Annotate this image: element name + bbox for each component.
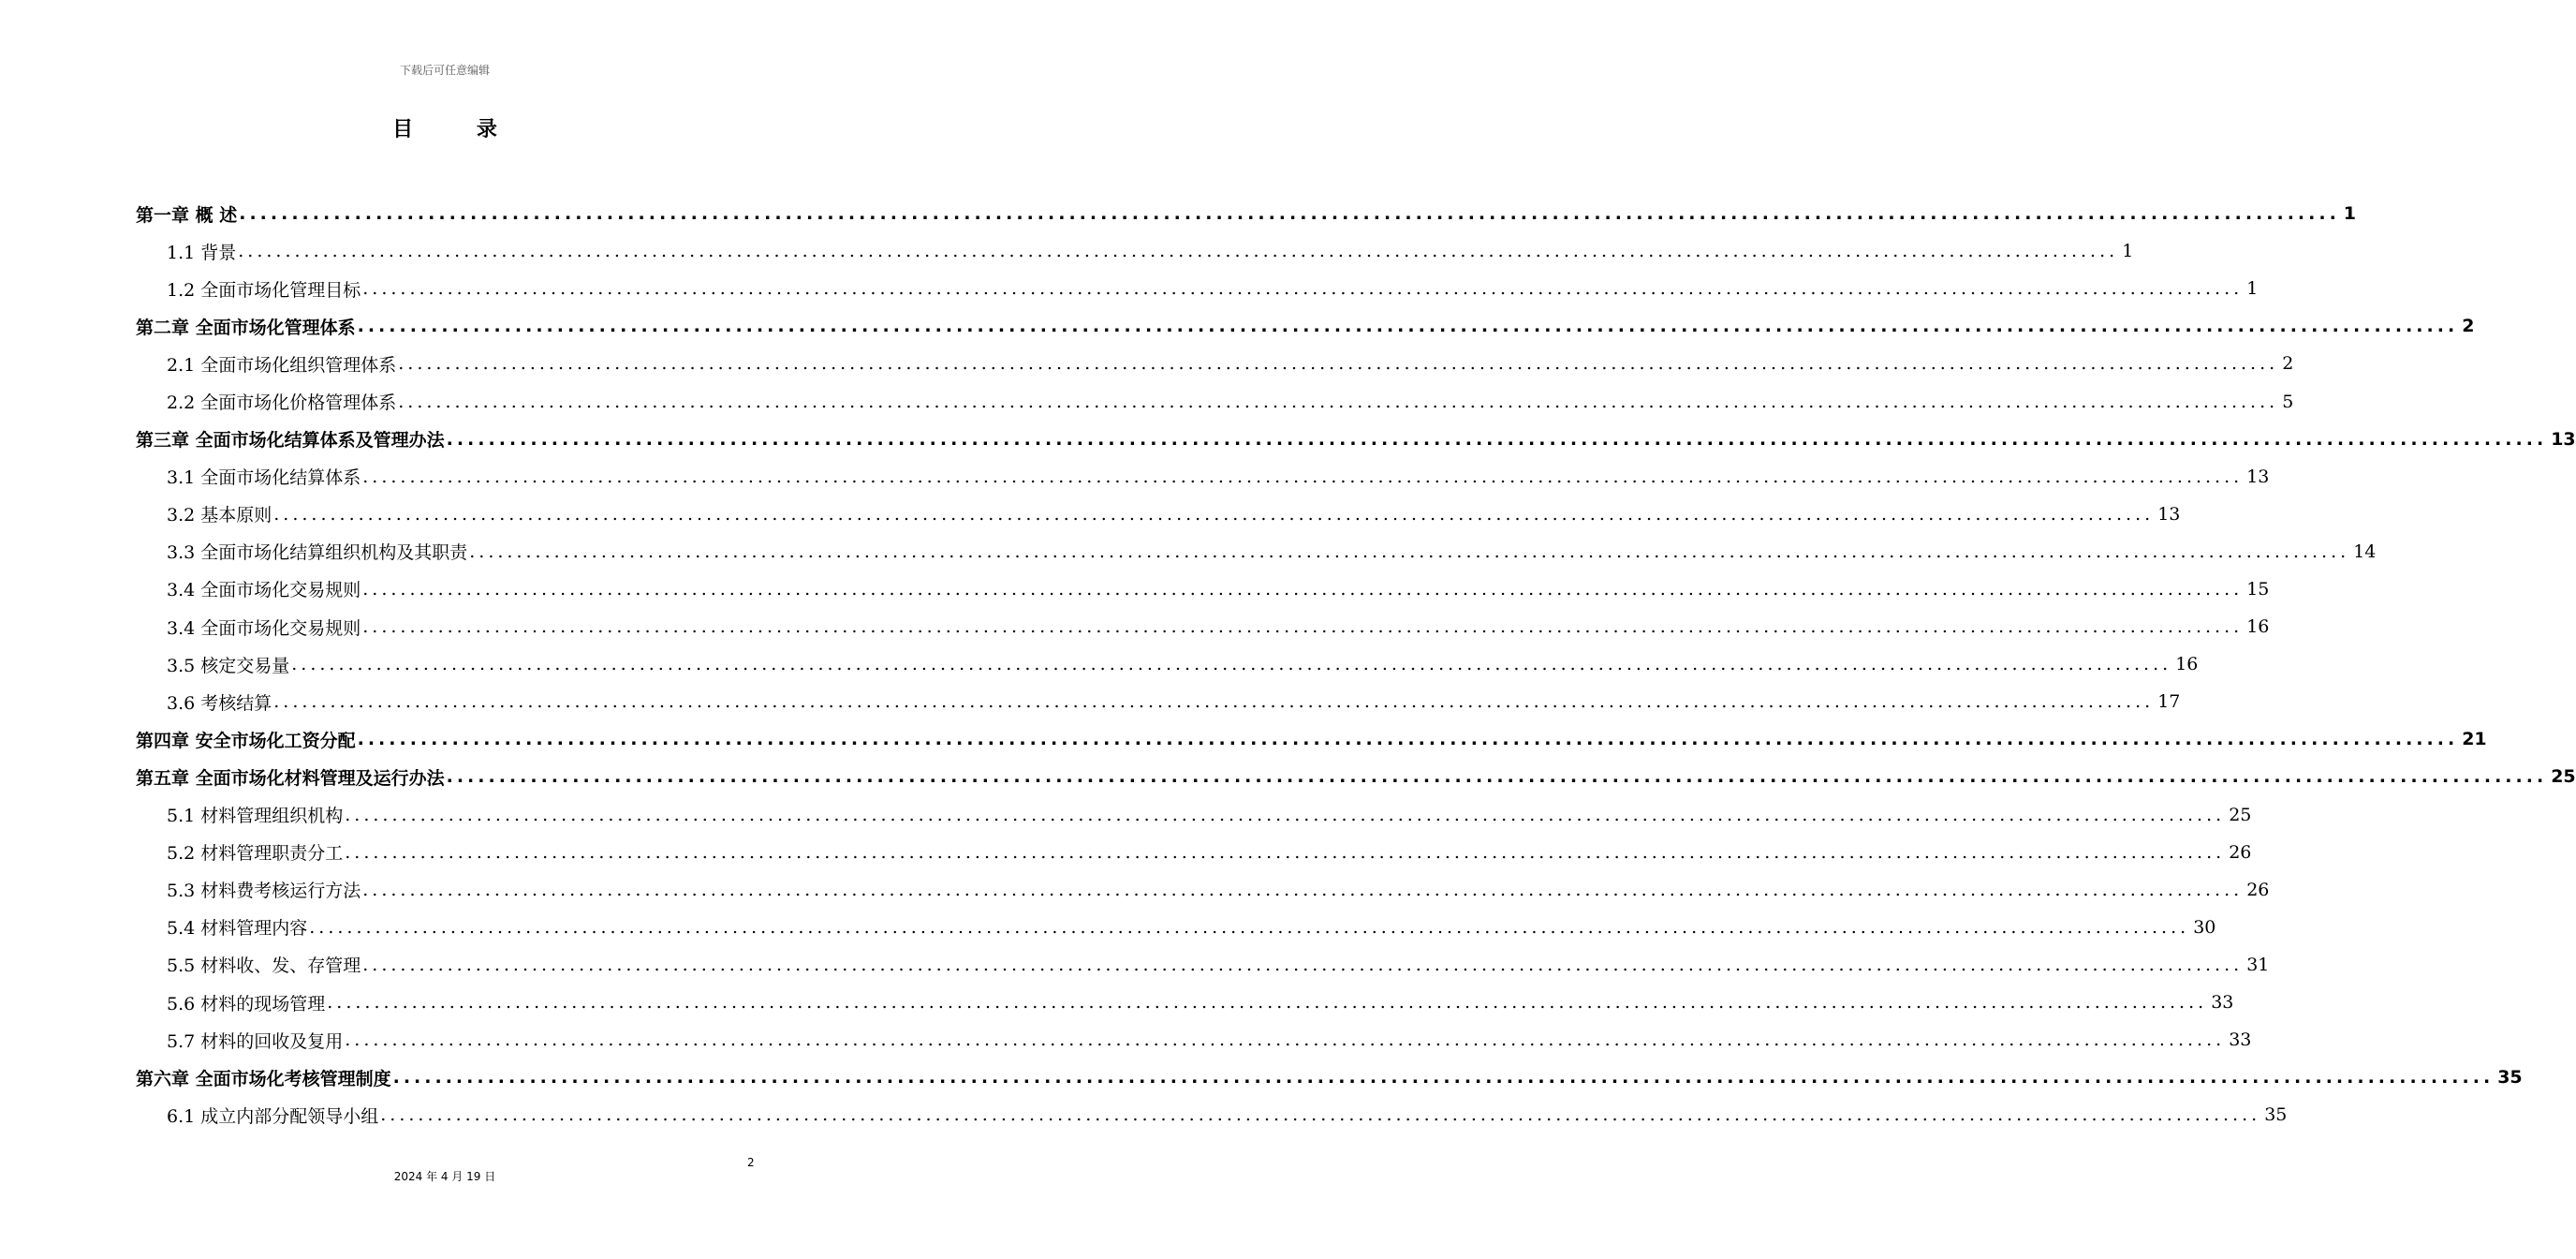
toc-entry-label: 第五章 全面市场化材料管理及运行办法	[136, 767, 445, 789]
toc-dot-leader: ........................................................................................................................................................................................................	[345, 841, 2226, 863]
toc-entry-section[interactable]	[136, 871, 2270, 909]
toc-entry-page: 1	[2246, 278, 2259, 300]
toc-entry-section[interactable]	[136, 232, 2134, 270]
toc-dot-leader: ........................................................................................................................................................................................................	[398, 391, 2279, 412]
toc-entry-section[interactable]	[136, 570, 2270, 608]
toc-entry-label: 5.2 材料管理职责分工	[167, 843, 344, 865]
toc-entry-section[interactable]	[136, 496, 2181, 533]
toc-dot-leader: ........................................................................................................................................................................................................	[273, 503, 2155, 525]
toc-entry-label: 3.1 全面市场化结算体系	[167, 467, 361, 489]
toc-dot-leader: ........................................................................................................................................................................................................	[392, 1067, 2495, 1089]
toc-dot-leader: ........................................................................................................................................................................................................	[327, 992, 2208, 1014]
toc-entry-label: 2.1 全面市场化组织管理体系	[167, 354, 397, 376]
toc-dot-leader: ........................................................................................................................................................................................................	[362, 616, 2244, 638]
toc-entry-label: 第二章 全面市场化管理体系	[136, 317, 356, 338]
toc-entry-label: 2.2 全面市场化价格管理体系	[167, 393, 397, 414]
toc-entry-label: 第三章 全面市场化结算体系及管理办法	[136, 430, 445, 452]
toc-entry-chapter[interactable]	[136, 1059, 2523, 1096]
toc-entry-label: 3.3 全面市场化结算组织机构及其职责	[167, 542, 468, 564]
toc-entry-label: 5.1 材料管理组织机构	[167, 806, 344, 827]
toc-entry-page: 30	[2193, 916, 2216, 938]
toc-entry-section[interactable]	[136, 984, 2234, 1021]
toc-entry-label: 5.5 材料收、发、存管理	[167, 955, 361, 977]
toc-entry-label: 3.5 核定交易量	[167, 655, 290, 676]
toc-entry-page: 17	[2157, 691, 2181, 713]
toc-entry-page: 33	[2211, 992, 2234, 1014]
toc-dot-leader: ........................................................................................................................................................................................................	[362, 879, 2244, 900]
toc-dot-leader: ........................................................................................................................................................................................................	[238, 241, 2119, 262]
toc-entry-section[interactable]	[136, 1096, 2288, 1133]
toc-dot-leader: ........................................................................................................................................................................................................	[345, 804, 2226, 825]
toc-entry-section[interactable]	[136, 270, 2259, 307]
toc-entry-label: 第六章 全面市场化考核管理制度	[136, 1068, 391, 1089]
toc-dot-leader: ........................................................................................................................................................................................................	[446, 766, 2548, 788]
toc-dot-leader: ........................................................................................................................................................................................................	[398, 353, 2279, 375]
toc-entry-label: 3.4 全面市场化交易规则	[167, 580, 361, 601]
toc-entry-section[interactable]	[136, 533, 2377, 570]
toc-entry-page: 26	[2229, 841, 2252, 863]
toc-entry-section[interactable]	[136, 796, 2252, 834]
toc-entry-label: 1.2 全面市场化管理目标	[167, 279, 361, 301]
toc-entry-page: 26	[2246, 879, 2270, 900]
toc-entry-chapter[interactable]	[136, 758, 2576, 795]
toc-dot-leader: ........................................................................................................................................................................................................	[357, 729, 2459, 750]
page-title: 目 录	[392, 117, 525, 141]
toc-dot-leader: ........................................................................................................................................................................................................	[469, 541, 2350, 562]
toc-entry-section[interactable]	[136, 834, 2252, 871]
toc-entry-label: 5.3 材料费考核运行方法	[167, 881, 361, 902]
toc-entry-page: 13	[2551, 428, 2576, 450]
toc-dot-leader: ........................................................................................................................................................................................................	[345, 1029, 2226, 1051]
toc-dot-leader: ........................................................................................................................................................................................................	[362, 278, 2244, 300]
toc-dot-leader: ........................................................................................................................................................................................................	[291, 654, 2172, 675]
toc-entry-page: 25	[2551, 766, 2576, 788]
toc-dot-leader: ........................................................................................................................................................................................................	[362, 578, 2244, 600]
toc-entry-page: 5	[2282, 391, 2294, 412]
toc-entry-chapter[interactable]	[136, 195, 2357, 232]
toc-entry-page: 2	[2282, 353, 2294, 375]
page-number: 2	[747, 1156, 755, 1169]
toc-entry-label: 3.4 全面市场化交易规则	[167, 617, 361, 639]
toc-entry-chapter[interactable]	[136, 720, 2487, 758]
toc-entry-page: 1	[2122, 241, 2134, 262]
toc-entry-chapter[interactable]	[136, 421, 2576, 458]
toc-dot-leader: ........................................................................................................................................................................................................	[357, 316, 2459, 337]
toc-dot-leader: ........................................................................................................................................................................................................	[273, 691, 2155, 713]
toc-dot-leader: ........................................................................................................................................................................................................	[309, 916, 2190, 938]
table-of-contents	[136, 195, 2576, 1133]
toc-dot-leader: ........................................................................................................................................................................................................	[380, 1104, 2261, 1126]
toc-entry-section[interactable]	[136, 909, 2216, 946]
toc-entry-page: 16	[2175, 654, 2199, 675]
toc-entry-page: 25	[2229, 804, 2252, 825]
toc-entry-section[interactable]	[136, 1021, 2252, 1059]
toc-dot-leader: ........................................................................................................................................................................................................	[446, 428, 2548, 450]
toc-entry-label: 第一章 概 述	[136, 204, 238, 226]
toc-entry-section[interactable]	[136, 458, 2270, 496]
toc-dot-leader: ........................................................................................................................................................................................................	[362, 466, 2244, 487]
toc-entry-page: 21	[2462, 729, 2487, 750]
toc-entry-label: 3.2 基本原则	[167, 505, 272, 526]
toc-entry-section[interactable]	[136, 683, 2181, 720]
toc-entry-chapter[interactable]	[136, 307, 2475, 345]
toc-entry-page: 15	[2246, 578, 2270, 600]
toc-entry-page: 35	[2264, 1104, 2288, 1126]
toc-entry-section[interactable]	[136, 382, 2294, 420]
toc-entry-page: 13	[2157, 503, 2181, 525]
toc-entry-page: 2	[2462, 316, 2475, 337]
toc-dot-leader: ........................................................................................................................................................................................................	[362, 954, 2244, 975]
toc-entry-page: 1	[2343, 203, 2357, 225]
toc-entry-label: 3.6 考核结算	[167, 692, 272, 714]
toc-entry-section[interactable]	[136, 946, 2270, 984]
toc-entry-section[interactable]	[136, 645, 2199, 683]
toc-entry-label: 6.1 成立内部分配领导小组	[167, 1105, 379, 1127]
toc-entry-page: 14	[2353, 541, 2377, 562]
toc-entry-page: 35	[2497, 1067, 2523, 1089]
toc-entry-page: 13	[2246, 466, 2270, 487]
toc-entry-label: 5.4 材料管理内容	[167, 918, 308, 940]
header-note: 下载后可任意编辑	[399, 64, 490, 77]
toc-entry-label: 第四章 安全市场化工资分配	[136, 730, 356, 751]
toc-entry-label: 5.7 材料的回收及复用	[167, 1030, 344, 1052]
footer-date: 2024 年 4 月 19 日	[393, 1170, 496, 1183]
toc-entry-page: 33	[2229, 1029, 2252, 1051]
toc-entry-label: 1.1 背景	[167, 242, 237, 263]
toc-entry-section[interactable]	[136, 608, 2270, 645]
toc-entry-page: 31	[2246, 954, 2270, 975]
toc-dot-leader: ........................................................................................................................................................................................................	[239, 203, 2340, 225]
toc-entry-label: 5.6 材料的现场管理	[167, 993, 326, 1015]
toc-entry-section[interactable]	[136, 345, 2294, 382]
toc-entry-page: 16	[2246, 616, 2270, 638]
